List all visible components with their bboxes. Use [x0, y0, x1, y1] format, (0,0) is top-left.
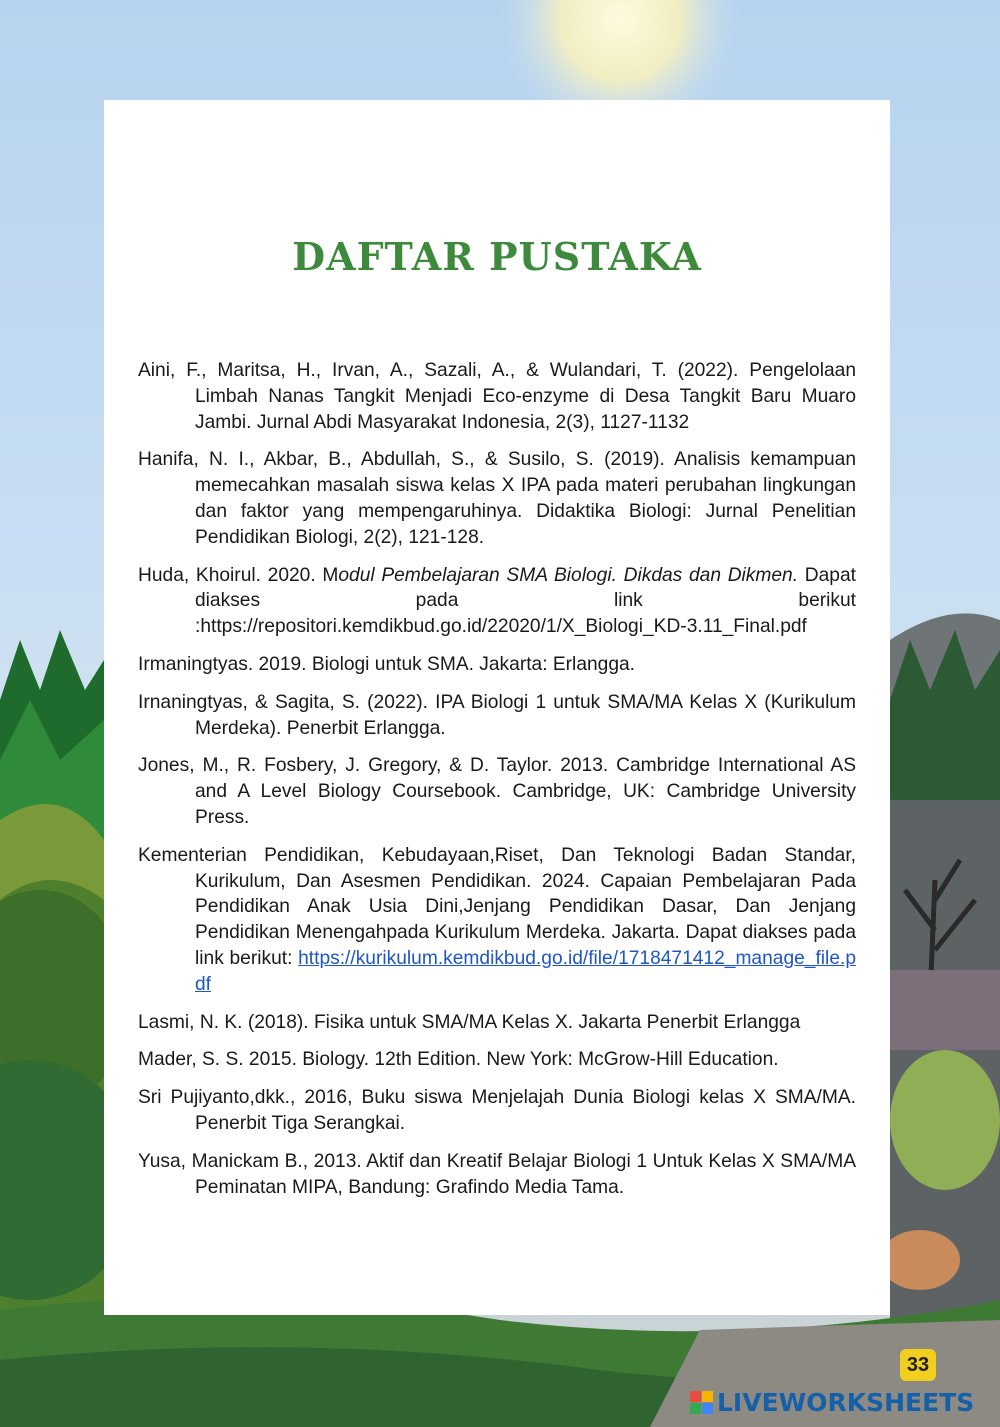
- brand-name: LIVEWORKSHEETS: [717, 1387, 975, 1417]
- reference-item: Lasmi, N. K. (2018). Fisika untuk SMA/MA Kelas X. Jakarta Penerbit Erlangga: [138, 1011, 801, 1033]
- reference-text: Kementerian Pendidikan, Kebudayaan,Riset, Dan Teknologi Badan Standar, Kurikulum, Dan Asesmen Pendidikan. 2024. Capaian Pembelajaran Pada Pendidikan Anak Usia Dini,Jenjang Pendidikan Dasar, Dan Jenjang Pendidikan Menengahpada Kurikulum Merdeka. Jakarta. Dapat diakses pada link berikut:: [138, 844, 856, 969]
- reference-italic-title: odul Pembelajaran SMA Biologi. Dikdas dan Dikmen.: [338, 564, 799, 586]
- reference-item: [138, 563, 856, 640]
- page-number-badge: 33: [900, 1349, 936, 1381]
- reference-item: Hanifa, N. I., Akbar, B., Abdullah, S., & Susilo, S. (2019). Analisis kemampuan memecahkan masalah siswa kelas X IPA pada materi perubahan lingkungan dan faktor yang mempengaruhinya. Didaktika Biologi: Jurnal Penelitian Pendidikan Biologi, 2(2), 121-128.: [138, 449, 856, 548]
- reference-item: Jones, M., R. Fosbery, J. Gregory, & D. Taylor. 2013. Cambridge International AS and A Level Biology Coursebook. Cambridge, UK: Cambridge University Press.: [138, 755, 856, 828]
- reference-item: Mader, S. S. 2015. Biology. 12th Edition. New York: McGrow-Hill Education.: [138, 1049, 779, 1071]
- reference-item: [138, 843, 856, 998]
- reference-item: Aini, F., Maritsa, H., Irvan, A., Sazali, A., & Wulandari, T. (2022). Pengelolaan Limbah Nanas Tangkit Menjadi Eco-enzyme di Desa Tangkit Baru Muaro Jambi. Jurnal Abdi Masyarakat Indonesia, 2(3), 1127-1132: [138, 360, 856, 433]
- liveworksheets-logo-icon: [690, 1391, 713, 1414]
- reference-link[interactable]: https://kurikulum.kemdikbud.go.id/file/1718471412_manage_file.pdf: [195, 947, 856, 995]
- reference-item: Irmaningtyas. 2019. Biologi untuk SMA. Jakarta: Erlangga.: [138, 653, 636, 675]
- liveworksheets-brand[interactable]: [690, 1385, 974, 1419]
- reference-text: Dapat diakses pada link berikut :https://repositori.kemdikbud.go.id/22020/1/X_Biologi_KD-3.11_Final.pdf: [195, 564, 856, 638]
- reference-list: [138, 358, 856, 1212]
- content-page: [104, 100, 890, 1315]
- page-title: DAFTAR PUSTAKA: [292, 234, 702, 279]
- reference-item: Yusa, Manickam B., 2013. Aktif dan Kreatif Belajar Biologi 1 Untuk Kelas X SMA/MA Peminatan MIPA, Bandung: Grafindo Media Tama.: [138, 1150, 856, 1198]
- reference-item: Irnaningtyas, & Sagita, S. (2022). IPA Biologi 1 untuk SMA/MA Kelas X (Kurikulum Merdeka). Penerbit Erlangga.: [138, 691, 856, 739]
- reference-text: Huda, Khoirul. 2020. M: [138, 564, 339, 586]
- reference-item: Sri Pujiyanto,dkk., 2016, Buku siswa Menjelajah Dunia Biologi kelas X SMA/MA. Penerbit Tiga Serangkai.: [138, 1087, 856, 1134]
